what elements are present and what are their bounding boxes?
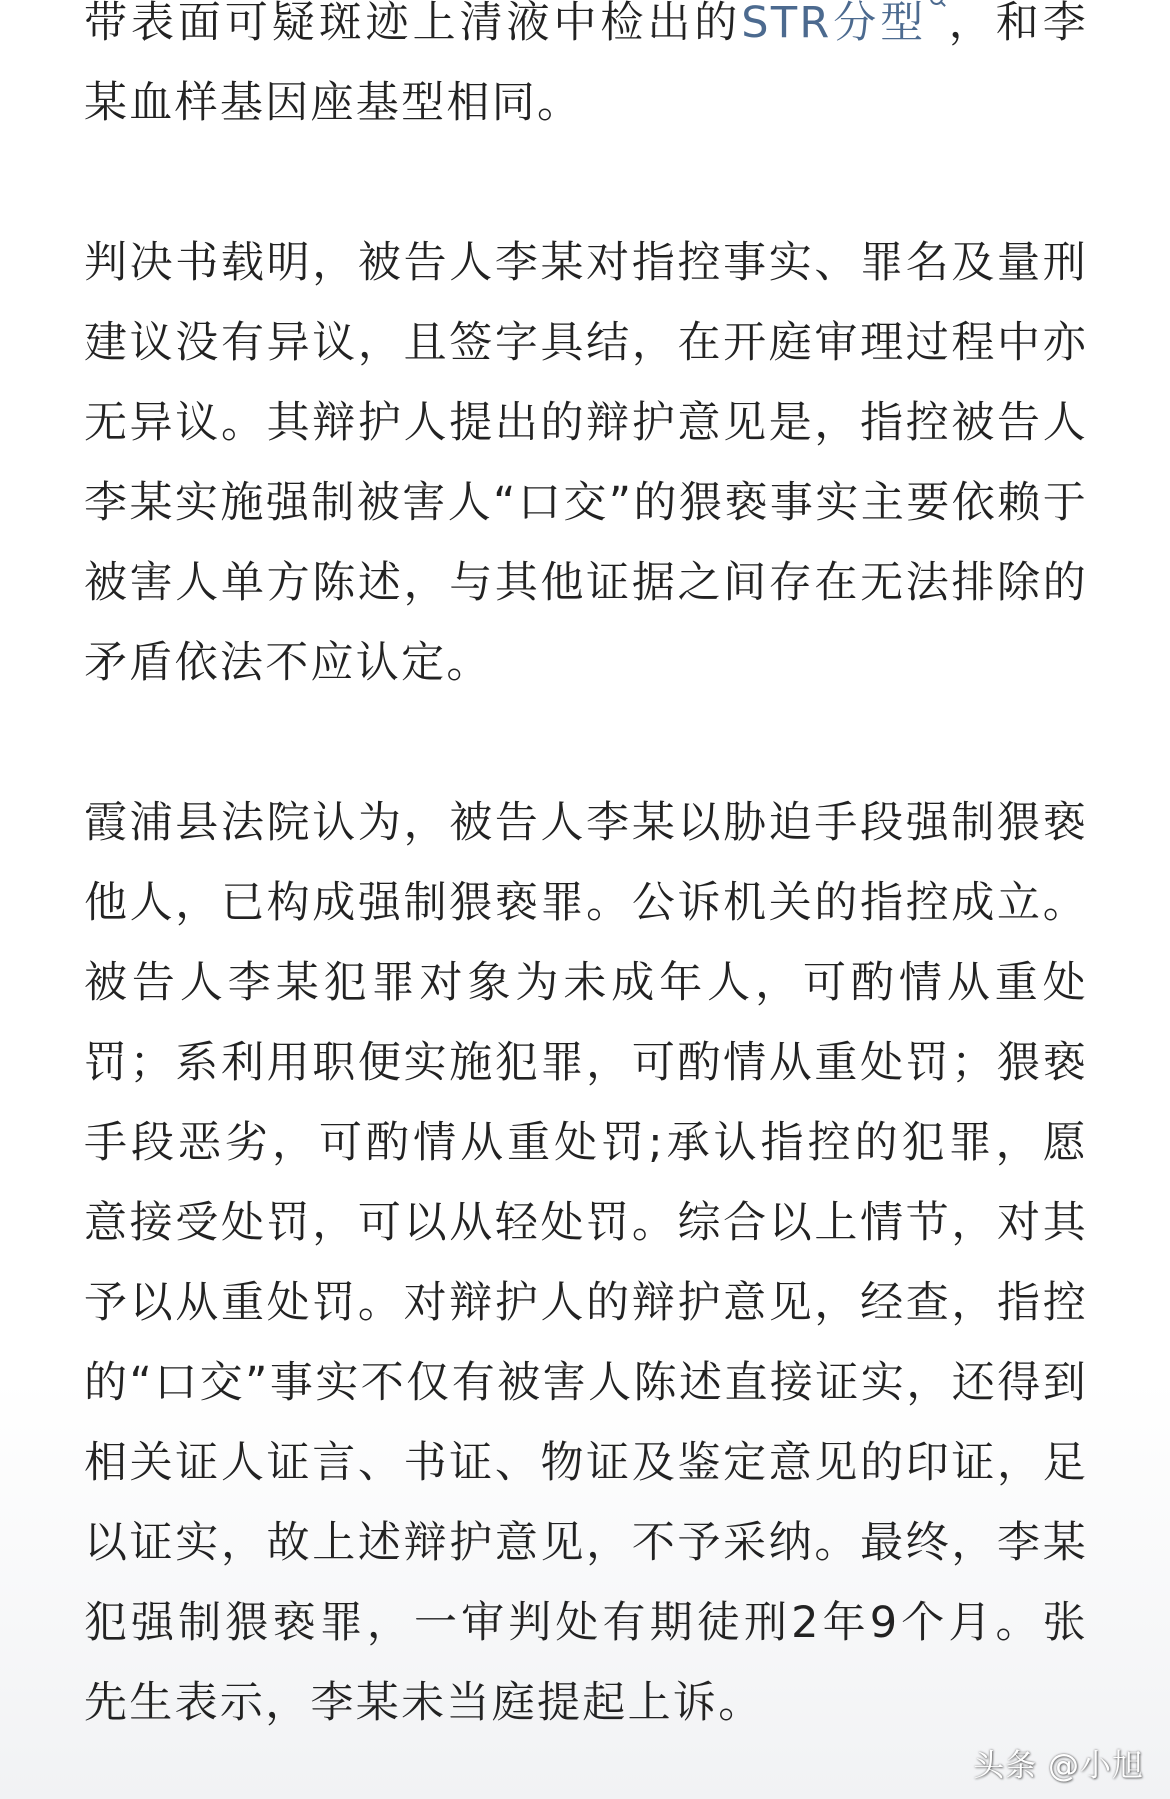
paragraph-judgment: 判决书载明，被告人李某对指控事实、罪名及量刑建议没有异议，且签字具结，在开庭审理过程中亦无异议。其辩护人提出的辩护意见是，指控被告人李某实施强制被害人“口交”的猥亵事实主要依赖于被害人单方陈述，与其他证据之间存在无法排除的矛盾依法不应认定。	[84, 238, 1088, 688]
paragraph-text: 带表面可疑斑迹上清液中检出的	[84, 0, 742, 48]
str-typing-link[interactable]	[741, 0, 947, 48]
paragraph-evidence	[84, 0, 1088, 143]
watermark: 头条 @小旭	[973, 1748, 1144, 1784]
paragraph-court-opinion: 霞浦县法院认为，被告人李某以胁迫手段强制猥亵他人，已构成强制猥亵罪。公诉机关的指控成立。被告人李某犯罪对象为未成年人，可酌情从重处罚；系利用职便实施犯罪，可酌情从重处罚；猥亵手段恶劣，可酌情从重处罚;承认指控的犯罪，愿意接受处罚，可以从轻处罚。综合以上情节，对其予以从重处罚。对辩护人的辩护意见，经查，指控的“口交”事实不仅有被害人陈述直接证实，还得到相关证人证言、书证、物证及鉴定意见的印证，足以证实，故上述辩护意见，不予采纳。最终，李某犯强制猥亵罪，一审判处有期徒刑2年9个月。张先生表示，李某未当庭提起上诉。	[84, 798, 1088, 1728]
link-label[interactable]: STR分型	[741, 0, 928, 48]
search-icon[interactable]	[929, 0, 947, 9]
paragraph-text: ，和李某血样基因座基型相同。	[84, 0, 1088, 128]
article-body	[84, 0, 1088, 1743]
